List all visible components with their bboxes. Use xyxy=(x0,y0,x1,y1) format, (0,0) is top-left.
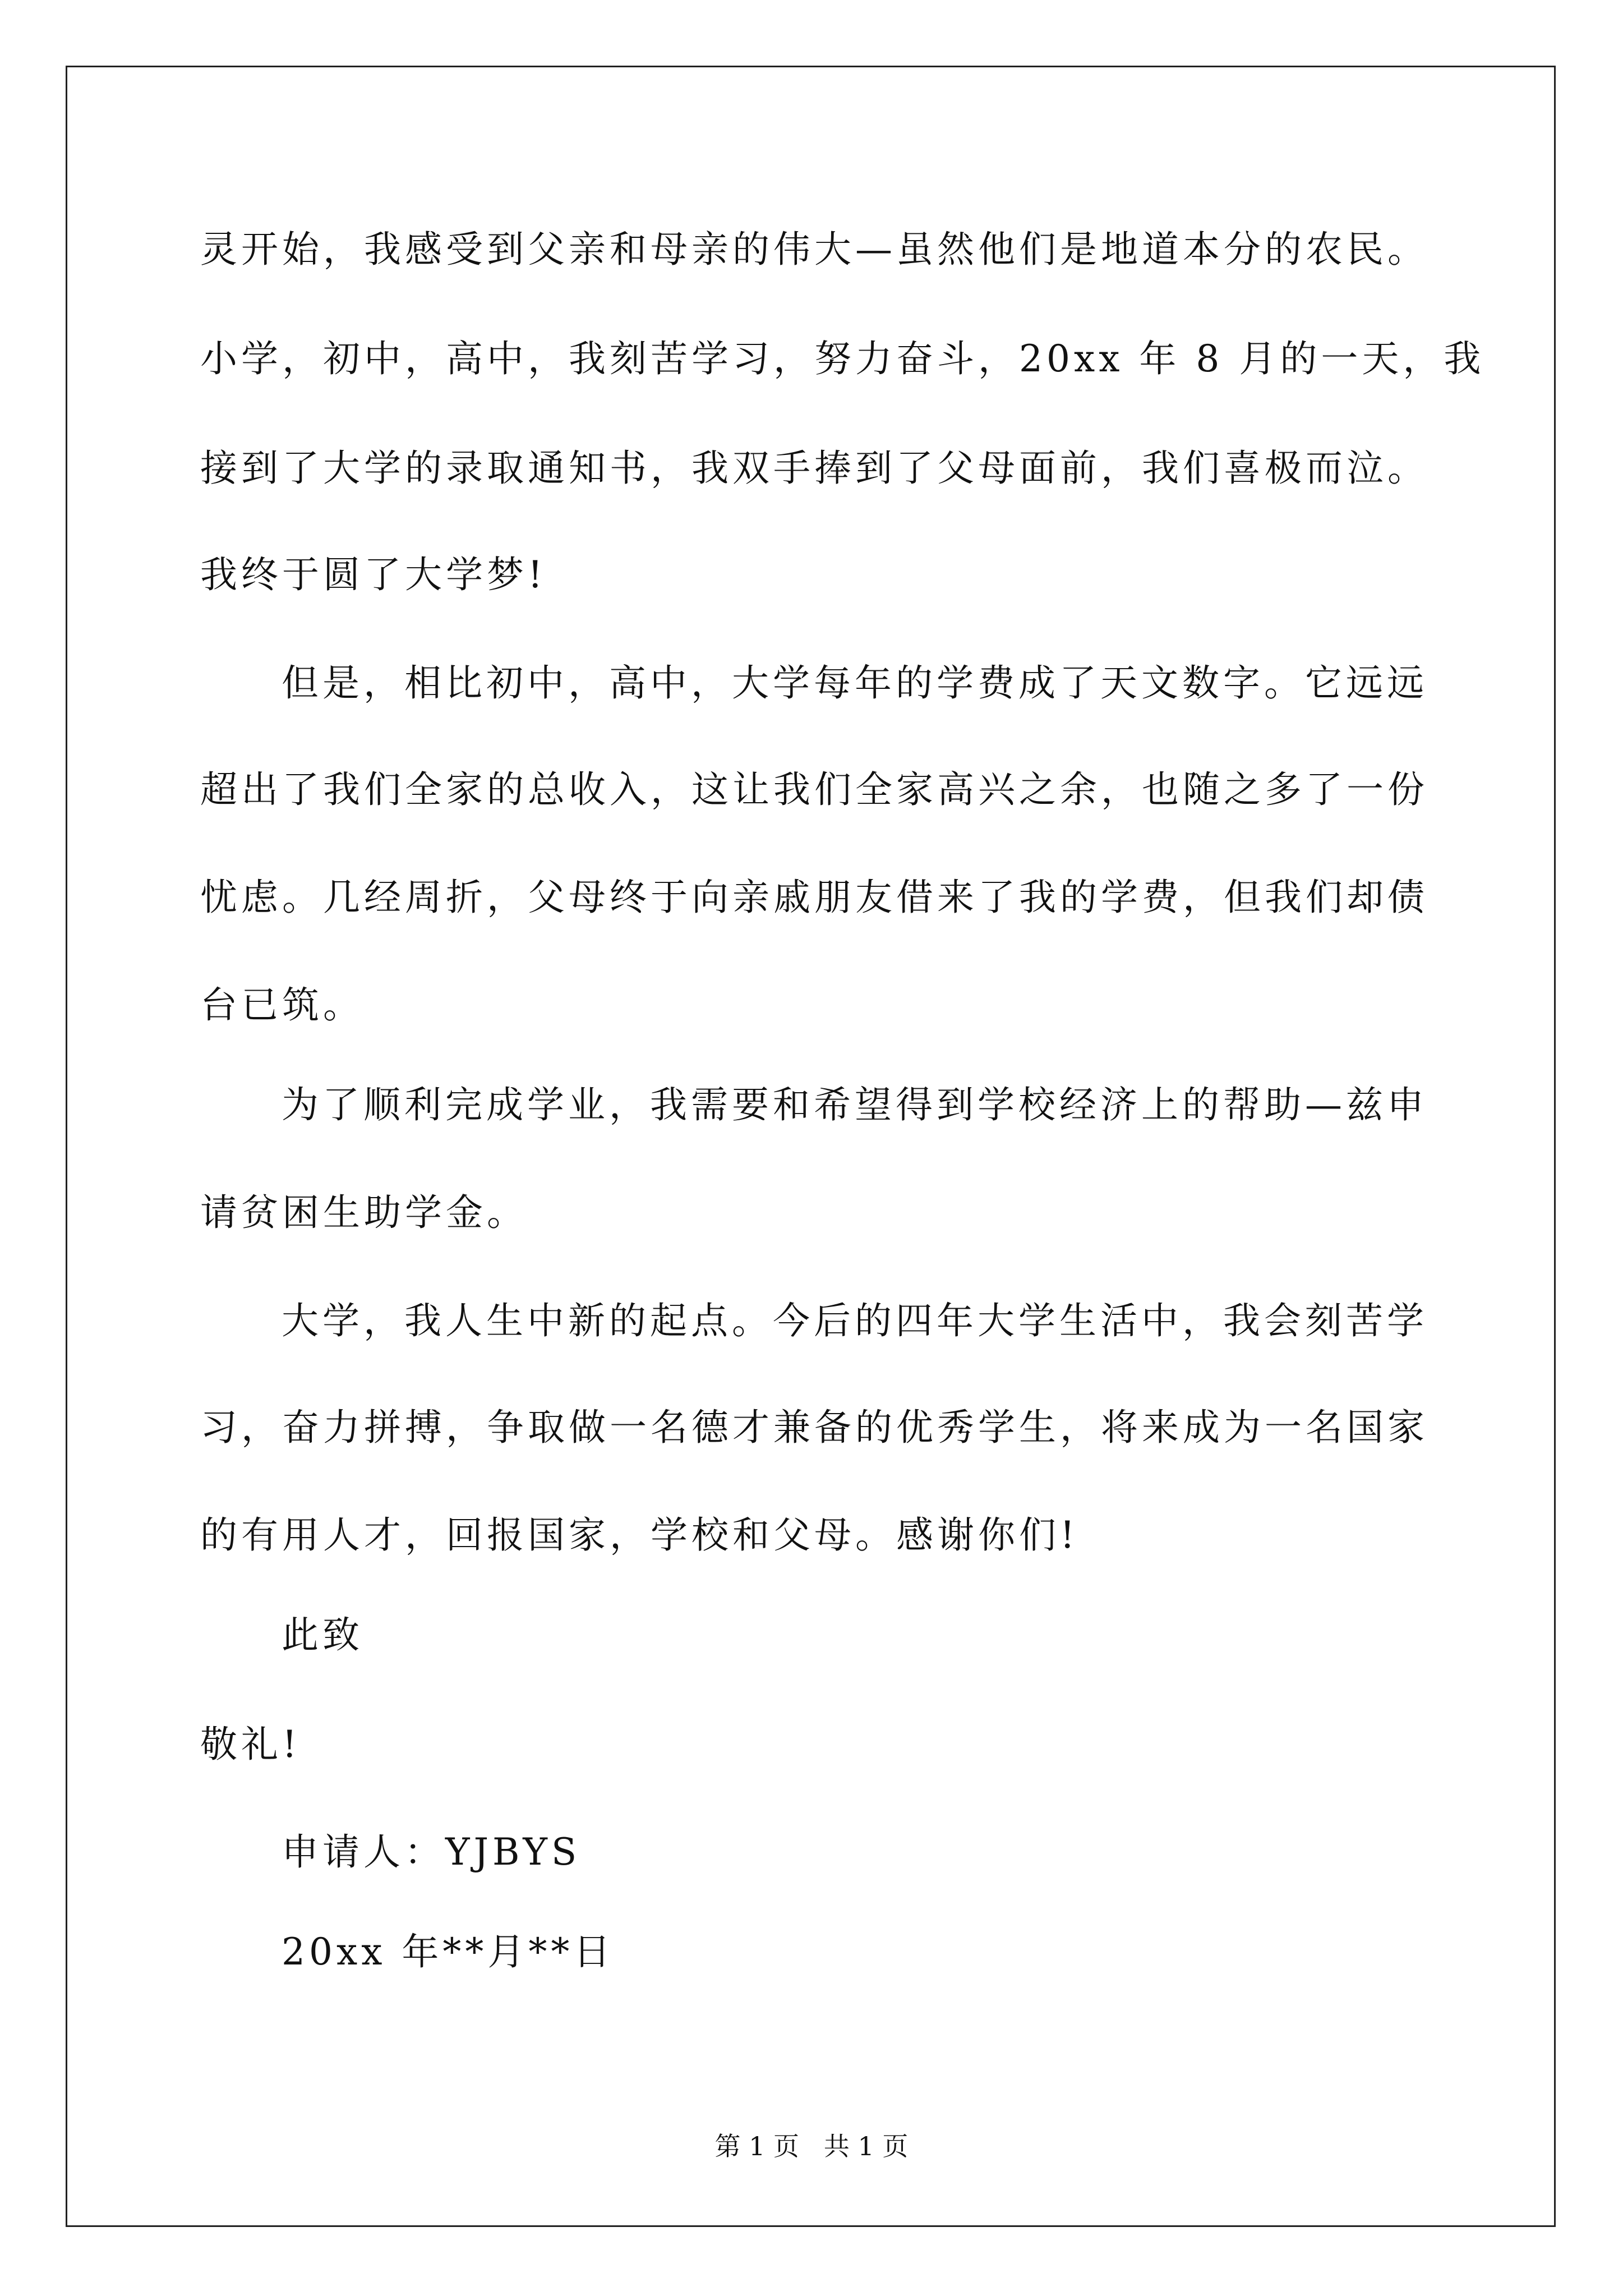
body-line-5: 但是，相比初中，高中，大学每年的学费成了天文数字。它远远 xyxy=(282,661,1428,705)
body-line-7: 忧虑。几经周折，父母终于向亲戚朋友借来了我的学费，但我们却债 xyxy=(200,876,1428,919)
body-line-11: 大学，我人生中新的起点。今后的四年大学生活中，我会刻苦学 xyxy=(282,1299,1428,1342)
body-line-10: 请贫困生助学金。 xyxy=(200,1191,528,1234)
applicant-signature: 申请人：YJBYS xyxy=(282,1830,581,1874)
body-line-2: 小学，初中，高中，我刻苦学习，努力奋斗，20xx 年 8 月的一天，我 xyxy=(200,337,1485,380)
application-date: 20xx 年**月**日 xyxy=(282,1930,615,1973)
body-line-9: 为了顺利完成学业，我需要和希望得到学校经济上的帮助—兹申 xyxy=(282,1083,1428,1126)
body-line-8: 台已筑。 xyxy=(200,983,364,1027)
closing-regards: 敬礼! xyxy=(200,1723,301,1766)
body-line-3: 接到了大学的录取通知书，我双手捧到了父母面前，我们喜极而泣。 xyxy=(200,447,1428,490)
page-border xyxy=(66,66,1556,2227)
body-line-12: 习，奋力拼搏，争取做一名德才兼备的优秀学生，将来成为一名国家 xyxy=(200,1406,1428,1449)
closing-salutation: 此致 xyxy=(282,1613,363,1657)
body-line-4: 我终于圆了大学梦! xyxy=(200,553,547,596)
page-number-footer: 第 1 页 共 1 页 xyxy=(714,2131,909,2161)
body-line-6: 超出了我们全家的总收入，这让我们全家高兴之余，也随之多了一份 xyxy=(200,768,1428,811)
body-line-13: 的有用人才，回报国家，学校和父母。感谢你们! xyxy=(200,1513,1079,1557)
body-line-1: 灵开始，我感受到父亲和母亲的伟大—虽然他们是地道本分的农民。 xyxy=(200,228,1428,271)
